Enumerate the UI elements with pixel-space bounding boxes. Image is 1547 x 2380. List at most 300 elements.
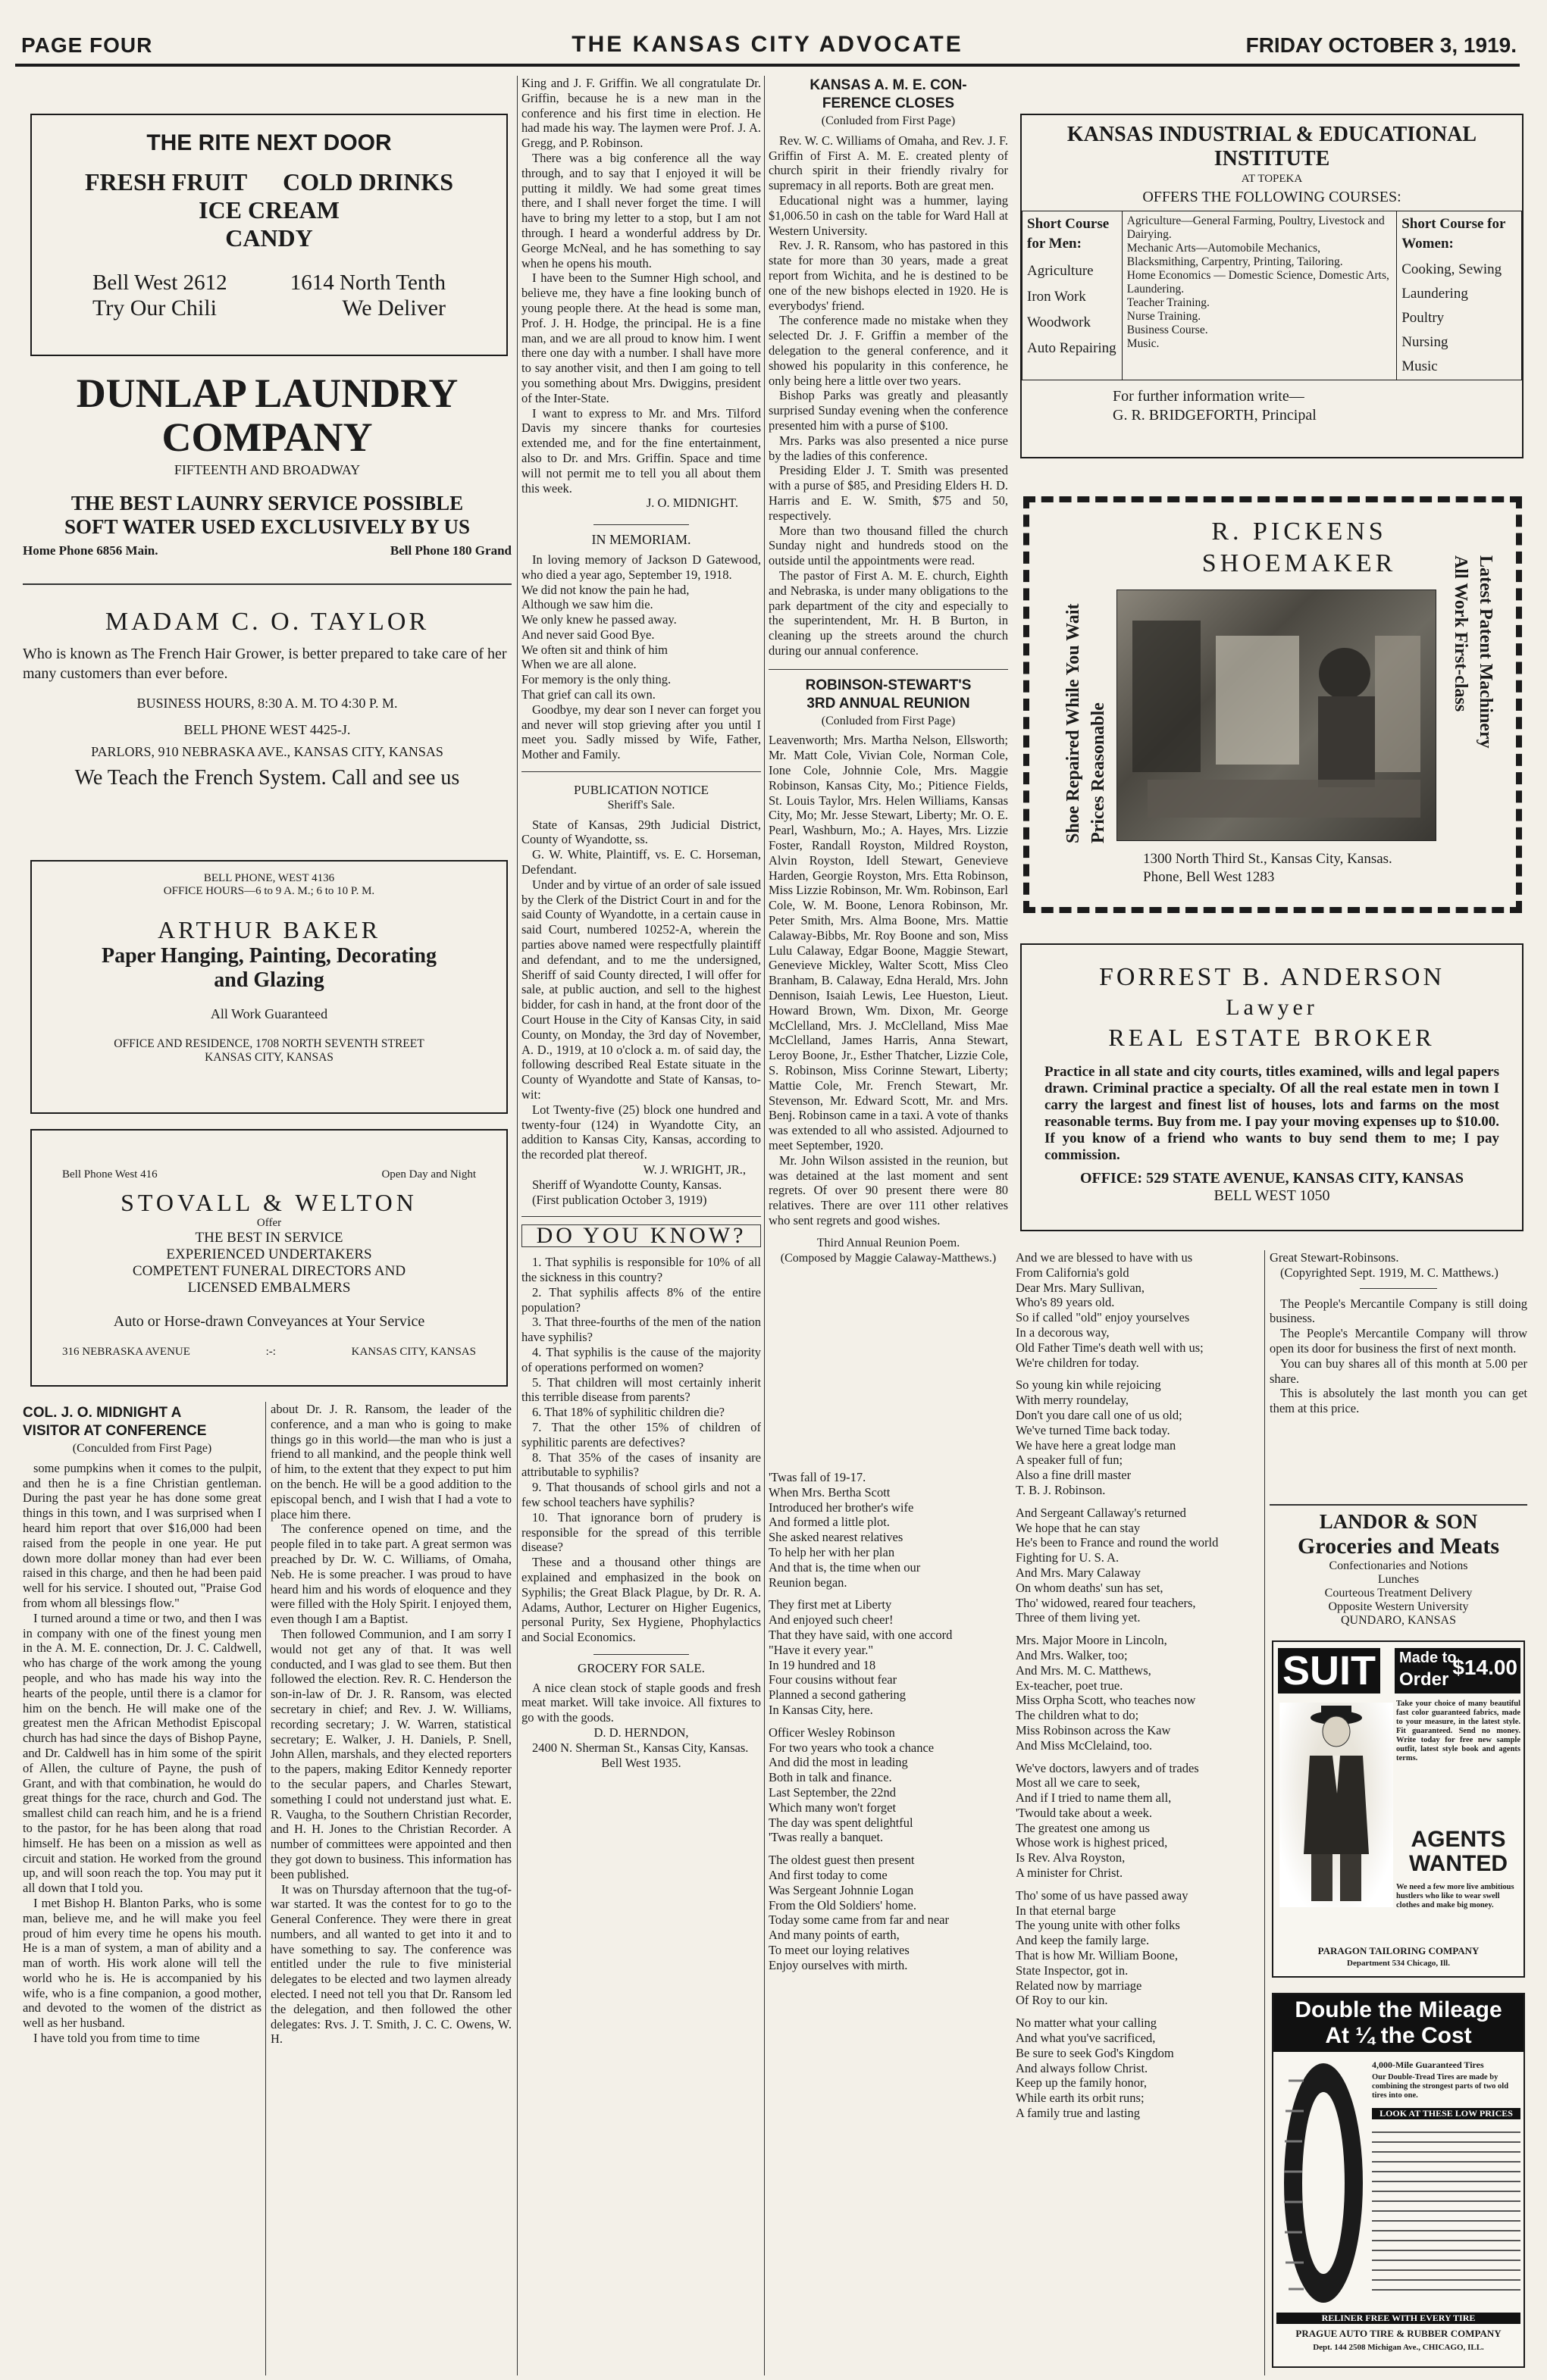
poem-line: And Miss McClelaind, too. — [1016, 1737, 1153, 1753]
paper-title: THE KANSAS CITY ADVOCATE — [572, 32, 963, 57]
inst-info: For further information write— — [1113, 388, 1304, 405]
ame-cont: (Conluded from First Page) — [821, 114, 956, 127]
poem-line: Today some came from far and near — [769, 1912, 949, 1928]
poem-line: And Mrs. Walker, too; — [1016, 1647, 1128, 1662]
paragraph: It was on Thursday afternoon that the tug-of-war started. It was the contest for to go to the General Conference. They were there in great numbers, and all wanted to get into it and to have something to say. The conference was entitled under the rule to five ministerial delegates to be elected and two laymen already elected. I need not tell you that Dr. Ransom led the delegation, and then followed the other delegates: Rvs. J. T. Smith, J. C. C. Owens, W. H. — [271, 1881, 512, 2047]
column-four — [769, 76, 1008, 1265]
poem-line: And keep the family large. — [1016, 1933, 1150, 1948]
know-close: These and a thousand other things are explained and emphasized in the book on Syphilis; the Great Black Plague, by Dr. R. A. Adams, Author, Lecturer on Higher Eugenics, personal Purity, Sex Hygiene, Phophylactics and Social Economics. — [521, 1555, 761, 1645]
tire-icon — [1278, 2058, 1369, 2308]
reunion-cont: (Conluded from First Page) — [821, 714, 956, 727]
tire-prices: LOOK AT THESE LOW PRICES — [1372, 2108, 1520, 2119]
rite-fruit: FRESH FRUIT — [85, 168, 248, 195]
know-item: 6. That 18% of syphilitic children die? — [532, 1405, 725, 1420]
shoemaker-photo — [1116, 590, 1436, 841]
poem-line: Four cousins without fear — [769, 1672, 897, 1687]
paragraph: Leavenworth; Mrs. Martha Nelson, Ellsworth; Mr. Matt Cole, Vivian Cole, Norman Cole, Ione Cole, Johnnie Cole, Mrs. Maggie Robinson, Kansas City, Mo.; Pitience Fields, St. Louis Taylor, Mrs. Helen Williams, Kansas City, Mo; Mr. Jesse Stewart, Liberty; Mr. O. E. Pearl, Washburn, Mo.; A. Hayes, Mrs. Lizzie Foster, Randall Royston, Mildred Royston, Alvin Royston, Idell Stewart, Genevieve Harden, Georgie Royston, Mrs. Etta Robinson, Miss Lizzie Robinson, Mr. Wm. Robinson, Earl Cole, W. M. Boone, Lenora Robinson, Mr. Peter Smith, Mrs. Alma Boone, Mrs. Mattie Calaway-Bibbs, Mr. Roy Boone and son, Miss Lulu Calaway, Edgar Boone, Maggie Stewart, Genevieve Mickley, Walter Scott, Miss Cleo Branham, B. Calaway, Edna Herald, Mrs. John Dennison, Isaiah Lewis, Lee Hueston, Lieut. Howard Brown, Wm. Dixon, Mr. George McClelland, Mrs. J. McClelland, Miss Mae McClelland, James Harris, Anna Stewart, Leroy Boone, Jr., Esther Thatcher, Lizzie Cole, S. Robinson, Miss Corinne Stewart, Liberty; Mattie Cole, Mr. French Stewart, Mr. Stevenson, Mr. Edward Scott, Mr. and Mrs. Benj. Robinson came in a taxi. A vote of thanks was extended to all who assisted. Adjourned to meet September, 1920. — [769, 733, 1008, 1152]
poem-line: The day was spent delightful — [769, 1815, 913, 1830]
poem-line: Don't you dare call one of us old; — [1016, 1407, 1182, 1422]
masthead — [15, 30, 1520, 67]
tire-guarantee: 4,000-Mile Guaranteed Tires — [1372, 2059, 1484, 2070]
poem-line: When Mrs. Bertha Scott — [769, 1484, 891, 1500]
stovall-city: KANSAS CITY, KANSAS — [351, 1346, 476, 1358]
poem-line: We've doctors, lawyers and of trades — [1016, 1760, 1199, 1775]
stovall-name: STOVALL & WELTON — [121, 1189, 418, 1216]
course-line: Business Course. — [1126, 324, 1208, 336]
suit-agents: AGENTS WANTED — [1409, 1827, 1508, 1876]
poem-line: And if I tried to name them all, — [1016, 1790, 1172, 1806]
know-item: 8. That 35% of the cases of insanity are attributable to syphilis? — [521, 1450, 761, 1480]
courses-table — [1022, 211, 1522, 380]
know-item: 7. That the other 15% of children of syphilitic parents are defectives? — [521, 1419, 761, 1450]
poem-line: Miss Orpha Scott, who teaches now — [1016, 1693, 1196, 1708]
taylor-parlors: PARLORS, 910 NEBRASKA AVE., KANSAS CITY, KANSAS — [91, 744, 443, 759]
paragraph: Then followed Communion, and I am sorry I would not get any of that. It was well conducted, and I was glad to see them. But then followed the election. Rev. R. C. Henderson the son-in-law of Dr. J. R. Ransom, was elected secretary in chief; and Rev. J. W. Williams, recording secretary; J. W. Warren, statistical secretary; E. Walker, J. H. Daniels, P. Snell, John Allen, marshals, and they elected reporters to the papers, making Editor Kennedy reporter to the secular papers, and Charles Stewart, something I could not understand just what. E. R. Vaugha, to the Southern Christian Recorder, and H. H. Jones to the Christian Recorder. A number of committees were appointed and then they got down to business. This information has been published. — [271, 1626, 512, 1881]
suit-ad — [1272, 1640, 1525, 1978]
dunlap-bell-phone: Bell Phone 180 Grand — [390, 543, 512, 558]
men-course: Agriculture — [1027, 263, 1094, 279]
inst-at: AT TOPEKA — [1241, 173, 1303, 185]
course-line: Teacher Training. — [1126, 296, 1210, 309]
reunion-headline2: 3RD ANNUAL REUNION — [806, 695, 970, 711]
poem-line: A minister for Christ. — [1016, 1866, 1123, 1881]
paragraph: Lot Twenty-five (25) block one hundred and twenty-four (124) in Wyandotte City, an addition to Kansas City, Kansas, according to the recorded plat thereof. — [521, 1102, 761, 1162]
rite-title: THE RITE NEXT DOOR — [146, 130, 392, 155]
suit-dept: Department 534 Chicago, Ill. — [1347, 1959, 1450, 1968]
poem-line: Introduced her brother's wife — [769, 1500, 914, 1515]
grocery-name: D. D. HERNDON, — [593, 1725, 689, 1740]
poem-line: For two years who took a chance — [769, 1740, 935, 1755]
poem-line: We have here a great lodge man — [1016, 1437, 1176, 1453]
dunlap-name2: COMPANY — [161, 414, 373, 460]
baker-hours: OFFICE HOURS—6 to 9 A. M.; 6 to 10 P. M. — [163, 885, 375, 897]
inst-offers: OFFERS THE FOLLOWING COURSES: — [1142, 189, 1401, 205]
pickens-trade: SHOEMAKER — [1201, 549, 1397, 577]
know-item: 9. That thousands of school girls and not a few school teachers have syphilis? — [521, 1480, 761, 1509]
poem-line: Which many won't forget — [769, 1800, 897, 1815]
verse-line: For memory is the only thing. — [521, 672, 672, 687]
pickens-left-v1: Shoe Repaired While You Wait — [1063, 603, 1083, 843]
paragraph: The pastor of First A. M. E. church, Eighth and Nebraska, is under many obligations to the park department of the city and especially to the superintendent, Mr. H. B Burton, in cleaning up the streets around the church during our annual conference. — [769, 568, 1008, 658]
page-number: PAGE FOUR — [21, 33, 153, 57]
dunlap-line1: THE BEST LAUNRY SERVICE POSSIBLE — [70, 492, 464, 514]
pickens-right-v2: Latest Patent Machinery — [1476, 555, 1495, 749]
reunion-headline1: ROBINSON-STEWART'S — [805, 677, 972, 693]
pickens-name: R. PICKENS — [1211, 518, 1387, 546]
paragraph: More than two thousand filled the church Sunday night and hundreds stood on the outside until the appointments were read. — [769, 523, 1008, 568]
poem-line — [1016, 1625, 1260, 1633]
poem-line: And formed a little plot. — [769, 1515, 890, 1530]
dunlap-line2: SOFT WATER USED EXCLUSIVELY BY US — [64, 515, 470, 538]
poem-column-a — [769, 1470, 1008, 2375]
rite-candy: CANDY — [225, 224, 313, 252]
poem-line: And did the most in leading — [769, 1755, 908, 1770]
course-line: Home Economics — Domestic Science, Domestic Arts, Laundering. — [1126, 269, 1389, 296]
midnight-cont: (Conculded from First Page) — [72, 1442, 212, 1455]
anderson-lawyer: Lawyer — [1226, 995, 1318, 1020]
mercantile-lead: Great Stewart-Robinsons. — [1270, 1250, 1399, 1265]
men-course: Auto Repairing — [1027, 340, 1116, 356]
poem-line: To meet our loying relatives — [769, 1942, 910, 1957]
stovall-welton-ad — [30, 1129, 508, 1387]
poem-line: And enjoyed such cheer! — [769, 1612, 894, 1628]
know-item: 1. That syphilis is responsible for 10% of all the sickness in this country? — [521, 1255, 761, 1284]
poem-line: T. B. J. Robinson. — [1016, 1482, 1106, 1497]
poem-line: We're children for today. — [1016, 1355, 1139, 1370]
stovall-auto: Auto or Horse-drawn Conveyances at Your Service — [113, 1313, 425, 1330]
workshop-illustration — [1117, 590, 1436, 840]
poem-line — [769, 1590, 1008, 1597]
poem-line: Last September, the 22nd — [769, 1784, 896, 1800]
poem-line: Enjoy ourselves with mirth. — [769, 1957, 908, 1972]
poem-line: Fighting for U. S. A. — [1016, 1550, 1120, 1565]
anderson-text: Practice in all state and city courts, titles examined, wills and legal papers drawn. Criminal practice a specialty. Of all the real estate men in town I carry the largest and finest list of houses, lots and farms on the most reasonable terms. Buy from me. I pay your moving expenses up to $10.00. If you know of a friend who wants to buy send them to me; I pay commission. — [1044, 1064, 1499, 1163]
paragraph: The People's Mercantile Company is still doing business. — [1270, 1296, 1527, 1326]
mercantile-copyright: (Copyrighted Sept. 1919, M. C. Matthews.) — [1280, 1265, 1498, 1280]
taylor-hours: BUSINESS HOURS, 8:30 A. M. TO 4:30 P. M. — [136, 696, 398, 711]
poem-line: So if called "old" enjoy yourselves — [1016, 1310, 1190, 1325]
taylor-name: MADAM C. O. TAYLOR — [105, 608, 430, 636]
paragraph: some pumpkins when it comes to the pulpit, and then he is a fine Christian gentleman. During the past year he has done some great things in this town, and I was surprised when I heard him report that over $16,000 had been raised from the people in one year. He put down more dollar money than had ever been raised in this charge, and then he had been paid well for his service. I shouted out, "Praise God from whom all blessings flow." — [23, 1460, 261, 1610]
reunion-poem-author: (Composed by Maggie Calaway-Matthews.) — [780, 1251, 997, 1265]
paragraph: I have been to the Sumner High school, and believe me, they have a fine looking bunch of young people there. At the head is some man, Prof. J. H. Hodge, the principal. He is a fine man, and we are all proud to know him. I went there one day with a number. I shall have more to say another visit, and then I am going to tell you something about Mrs. Dwiggins, president of the Inter-State. — [521, 271, 761, 405]
poem-line: Also a fine drill master — [1016, 1468, 1132, 1483]
suit-order: Order — [1399, 1669, 1449, 1690]
inst-principal: G. R. BRIDGEFORTH, Principal — [1113, 407, 1317, 424]
women-course: Poultry — [1401, 310, 1445, 326]
rite-deliver: We Deliver — [342, 296, 446, 321]
baker-ad — [30, 860, 508, 1114]
poem-line: He's been to France and round the world — [1016, 1535, 1219, 1550]
course-line: Music. — [1126, 337, 1160, 350]
column-three — [521, 76, 761, 2375]
paragraph: I turned around a time or two, and then I was in company with one of the finest young men in the A. M. E. connection, Dr. J. C. Caldwell, who has charge of the work among the young people, and who has made his way into the hearts of the people, until there is a clamor for him on the bench. He will make one of the greatest men the African Methodist Episcopal church has had since the days of Bishop Payne, and Dr. Caldwell has in him some of the spirit of Allen, the culture of Payne, the push of Grant, and with that combination, he would do great things for the race, church and God. The smallest child can reach him, and he is a friend to the pastor, for he has been along that road himself. He has been on a mission as well as circuit and station. He worked from the ground up, and will soon reach the top. You may put it all down that I told you. — [23, 1610, 261, 1896]
pickens-left-v2: Prices Reasonable — [1088, 702, 1108, 843]
tire-ad — [1272, 1993, 1525, 2368]
poem-line: In 19 hundred and 18 — [769, 1657, 876, 1672]
poem-line: Miss Robinson across the Kaw — [1016, 1722, 1171, 1737]
verse-line: We did not know the pain he had, — [521, 582, 690, 597]
stovall-l2: EXPERIENCED UNDERTAKERS — [166, 1246, 372, 1262]
verse-line: When we are all alone. — [521, 657, 637, 672]
anderson-phone: BELL WEST 1050 — [1213, 1187, 1330, 1204]
know-item: 2. That syphilis affects 8% of the entire population? — [521, 1284, 761, 1315]
landor-l1: Confectionaries and Notions — [1329, 1559, 1468, 1572]
suit-desc: Take your choice of many beautiful fast color guaranteed fabrics, made to your measure, in the latest style. Fit guaranteed. Send no money. Write today for free new sample outfit, latest style book and agents terms. — [1396, 1700, 1520, 1762]
paragraph: Under and by virtue of an order of sale issued by the Clerk of the District Court in and for the said County of Wyandotte, in a certain cause in said Court, numbered 10252-A, wherein the parties above named were respectfully plaintiff and defendant, and to me the undersigned, Sheriff of said County directed, I will offer for sale, at public auction, and sell to the highest bidder, for cash in hand, at the front door of the Court House in the City of Kansas City, in said County, on Monday, the 3rd day of November, A. D., 1919, at 10 o'clock a. m. of said day, the following described Real Estate situate in the County of Wyandotte and State of Kansas, to-wit: — [521, 877, 761, 1102]
women-course: Music — [1401, 358, 1438, 374]
midnight-headline2: VISITOR AT CONFERENCE — [23, 1423, 207, 1439]
poem-line: Related now by marriage — [1016, 1978, 1142, 1993]
baker-city: KANSAS CITY, KANSAS — [205, 1051, 334, 1064]
paragraph: Presiding Elder J. T. Smith was presented with a purse of $85, and Presiding Elders H. D. Harris and E. W. Smith, $75 and 50, respectively. — [769, 463, 1008, 523]
rite-drinks: COLD DRINKS — [283, 168, 453, 195]
midnight-signature: J. O. MIDNIGHT. — [646, 496, 738, 511]
know-title: DO YOU KNOW? — [521, 1224, 761, 1247]
tire-head2: At ¼ the Cost — [1325, 2023, 1472, 2048]
poem-line: And Mrs. Mary Calaway — [1016, 1565, 1141, 1580]
midnight-article-col2 — [271, 1402, 512, 2375]
baker-name: ARTHUR BAKER — [157, 916, 381, 943]
landor-l3: Courteous Treatment Delivery — [1324, 1587, 1473, 1600]
poem-line: Be sure to seek God's Kingdom — [1016, 2045, 1174, 2060]
poem-line: The young unite with other folks — [1016, 1918, 1180, 1933]
paragraph: You can buy shares all of this month at 5.00 per share. — [1270, 1356, 1527, 1386]
memoriam-verse — [521, 583, 761, 702]
baker-guarantee: All Work Guaranteed — [210, 1006, 328, 1021]
taylor-phone: BELL PHONE WEST 4425-J. — [183, 722, 351, 737]
paragraph: There was a big conference all the way through, and to say that I enjoyed it will be putting it mildly. We had some great times there, and I shall never forget the time. I will have to bring my letter to a stop, but I am not through. I heard a wonderful address by Dr. George McNeal, and he has something to say when he opens his mouth. — [521, 150, 761, 271]
inst-title1: KANSAS INDUSTRIAL & EDUCATIONAL — [1066, 123, 1477, 146]
paragraph: This is absolutely the last month you can get them at this price. — [1270, 1386, 1527, 1416]
poem-line: In a decorous way, — [1016, 1324, 1110, 1340]
landor-son-ad — [1270, 1504, 1527, 1637]
memoriam-close: Goodbye, my dear son I never can forget you and never will stop grieving after you until I meet you. Sadly missed by Wife, Father, Mother and Family. — [521, 702, 761, 762]
paragraph: Rev. W. C. Williams of Omaha, and Rev. J. F. Griffin of First A. M. E. created plenty of church spirit in their friendly rivalry for supremacy in all reports. Both are great men. — [769, 133, 1008, 193]
course-line: Mechanic Arts—Automobile Mechanics, Blacksmithing, Carpentry, Printing, Tailoring. — [1126, 242, 1343, 268]
inst-title2: INSTITUTE — [1213, 147, 1330, 170]
stovall-open: Open Day and Night — [381, 1168, 476, 1181]
poem-line: That is how Mr. William Boone, — [1016, 1948, 1178, 1963]
notice-subtitle: Sheriff's Sale. — [607, 798, 675, 812]
poem-line: The oldest guest then present — [769, 1853, 915, 1868]
poem-line: In that eternal barge — [1016, 1903, 1116, 1918]
poem-line — [769, 1845, 1008, 1853]
paragraph: I have told you from time to time — [33, 2031, 200, 2046]
paragraph: The People's Mercantile Company will throw open its door for business the first of next month. — [1270, 1326, 1527, 1356]
mercantile-column — [1270, 1250, 1527, 1500]
baker-line2: and Glazing — [214, 968, 324, 992]
women-course: Nursing — [1401, 334, 1448, 350]
poem-line: 'Twas really a banquet. — [769, 1830, 884, 1845]
taylor-ad — [23, 599, 512, 849]
poem-line: And first today to come — [769, 1867, 888, 1882]
poem-line: Mrs. Major Moore in Lincoln, — [1016, 1633, 1167, 1648]
kansas-institute-ad — [1020, 114, 1524, 458]
dunlap-address: FIFTEENTH AND BROADWAY — [174, 462, 361, 477]
poem-line: Was Sergeant Johnnie Logan — [769, 1882, 914, 1897]
men-course: Woodwork — [1027, 314, 1091, 330]
poem-line: Who's 89 years old. — [1016, 1295, 1115, 1310]
paragraph: The conference made no mistake when they selected Dr. J. F. Griffin a member of the delegation to the general conference, and it showed his popularity in this conference, he only being here a little over two years. — [769, 313, 1008, 388]
anderson-broker: REAL ESTATE BROKER — [1108, 1024, 1436, 1051]
memoriam-intro: In loving memory of Jackson D Gatewood, who died a year ago, September 19, 1918. — [521, 552, 761, 582]
poem-line: To help her with her plan — [769, 1544, 895, 1559]
taylor-slogan: We Teach the French System. Call and see us — [74, 766, 460, 790]
paragraph: G. W. White, Plaintiff, vs. E. C. Horseman, Defendant. — [521, 847, 761, 877]
course-line: Agriculture—General Farming, Poultry, Livestock and Dairying. — [1126, 214, 1385, 241]
pickens-address: 1300 North Third St., Kansas City, Kansas. — [1143, 851, 1392, 867]
paragraph: Educational night was a hummer, laying $1,006.50 in cash on the table for Ward Hall at Western University. — [769, 192, 1008, 238]
poem-line: Keep up the family honor, — [1016, 2075, 1148, 2091]
poem-line: We hope that he can stay — [1016, 1520, 1141, 1535]
baker-line1: Paper Hanging, Painting, Decorating — [101, 944, 437, 968]
rite-address: 1614 North Tenth — [290, 271, 446, 295]
pickens-phone: Phone, Bell West 1283 — [1143, 869, 1275, 885]
poem-line: Is Rev. Alva Royston, — [1016, 1850, 1126, 1866]
notice-first-pub: (First publication October 3, 1919) — [532, 1192, 707, 1207]
anderson-office: OFFICE: 529 STATE AVENUE, KANSAS CITY, KANSAS — [1079, 1170, 1464, 1187]
poem-line: In Kansas City, here. — [769, 1702, 873, 1717]
tire-footer3: Dept. 144 2508 Michigan Ave., CHICAGO, ILL. — [1313, 2343, 1484, 2352]
stovall-sep: :-: — [265, 1346, 276, 1358]
tire-footer2: PRAGUE AUTO TIRE & RUBBER COMPANY — [1295, 2328, 1502, 2339]
ame-headline2: FERENCE CLOSES — [822, 95, 955, 111]
poem-line: "Have it every year." — [769, 1642, 874, 1657]
poem-line: And always follow Christ. — [1016, 2060, 1148, 2075]
verse-line: Although we saw him die. — [521, 597, 653, 612]
stovall-addr: 316 NEBRASKA AVENUE — [62, 1346, 190, 1358]
women-head: Short Course for Women: — [1401, 216, 1506, 252]
women-course: Cooking, Sewing — [1401, 261, 1502, 277]
poem-line: While earth its orbit runs; — [1016, 2091, 1145, 2106]
taylor-desc: Who is known as The French Hair Grower, is better prepared to take care of her many customers than ever before. — [23, 646, 507, 682]
stovall-l1: THE BEST IN SERVICE — [195, 1230, 343, 1246]
poem-line: And what you've sacrificed, — [1016, 2031, 1156, 2046]
poem-line — [1016, 1498, 1260, 1506]
poem-line: We've turned Time back today. — [1016, 1422, 1170, 1437]
verse-line: That grief can call its own. — [521, 687, 656, 702]
paragraph: The conference opened on time, and the people filed in to take part. A great sermon was preached by Dr. W. C. Williams, of Omaha, Neb. He is some preacher. I was proud to have heard him and his words of eloquence and they were filled with the Holy Spirit. I enjoyed them, even though I am a Baptist. — [271, 1522, 512, 1627]
stovall-l3: COMPETENT FUNERAL DIRECTORS AND — [132, 1263, 406, 1279]
verse-line: We often sit and think of him — [521, 642, 668, 657]
poem-line: With merry roundelay, — [1016, 1393, 1129, 1408]
tire-price-grid — [1372, 2123, 1520, 2297]
dunlap-home-phone: Home Phone 6856 Main. — [23, 543, 158, 558]
poem-line: Three of them living yet. — [1016, 1610, 1141, 1625]
poem-line: Most all we care to seek, — [1016, 1775, 1141, 1790]
ame-headline1: KANSAS A. M. E. CON- — [810, 77, 967, 93]
poem-line: 'Twould take about a week. — [1016, 1805, 1153, 1820]
stovall-phone: Bell Phone West 416 — [62, 1168, 158, 1181]
rite-phone: Bell West 2612 — [92, 271, 227, 295]
landor-l2: Lunches — [1377, 1573, 1420, 1586]
tire-footer1: RELINER FREE WITH EVERY TIRE — [1276, 2313, 1520, 2324]
poem-line: State Inspector, got in. — [1016, 1962, 1129, 1978]
poem-line: Of Roy to our kin. — [1016, 1993, 1108, 2008]
paragraph: Bishop Parks was greatly and pleasantly surprised Sunday evening when the conference presented him with a purse of $100. — [769, 388, 1008, 433]
dunlap-laundry-ad — [23, 371, 512, 568]
baker-phone: BELL PHONE, WEST 4136 — [203, 872, 335, 884]
issue-date: FRIDAY OCTOBER 3, 1919. — [1245, 33, 1517, 57]
suit-price: $14.00 — [1452, 1656, 1517, 1679]
poem-line: Reunion began. — [769, 1575, 847, 1590]
dunlap-name1: DUNLAP LAUNDRY — [76, 371, 459, 416]
tire-head1: Double the Mileage — [1295, 1997, 1502, 2022]
paragraph: I want to express to Mr. and Mrs. Tilford Davis my sincere thanks for courtesies extended me, and for the fine entertainment, also to Dr. and Mrs. Griffin. Space and time will not permit me to tell you all about them this week. — [521, 405, 761, 496]
rite-next-door-ad — [30, 114, 508, 356]
poem-line: The children what to do; — [1016, 1708, 1139, 1723]
course-line: Nurse Training. — [1126, 310, 1201, 323]
grocery-text: A nice clean stock of staple goods and fresh meat market. Will take invoice. All fixtures to go with the goods. — [521, 1680, 761, 1725]
rite-cream: ICE CREAM — [199, 196, 340, 224]
poem-line: And we are blessed to have with us — [1016, 1250, 1193, 1265]
poem-line: And Sergeant Callaway's returned — [1016, 1505, 1186, 1520]
know-item: 10. That ignorance born of prudery is responsible for the spread of this terrible disease? — [521, 1509, 761, 1555]
know-item: 5. That children will most certainly inherit this terrible disease from parents? — [521, 1375, 761, 1405]
stovall-offer: Offer — [256, 1217, 282, 1229]
poem-line: Dear Mrs. Mary Sullivan, — [1016, 1280, 1145, 1295]
poem-line — [1016, 1753, 1260, 1761]
midnight-headline1: COL. J. O. MIDNIGHT A — [23, 1405, 182, 1421]
pickens-right-v1: All Work First-class — [1451, 555, 1470, 712]
poem-line: Whose work is highest priced, — [1016, 1835, 1168, 1850]
memoriam-title: IN MEMORIAM. — [591, 532, 691, 548]
baker-office: OFFICE AND RESIDENCE, 1708 NORTH SEVENTH STREET — [114, 1037, 424, 1050]
paragraph: I met Bishop H. Blanton Parks, who is some man, believe me, and he will make you feel proud of him every time he opens his mouth. He is a man of system, a man of ability and a man of worth. His work alone will tell the world who he is. He is accompanied by his wife, who is a fine companion, a good mother, and devoted to the women of the district as well as her husband. — [23, 1895, 261, 2031]
landor-l4: Opposite Western University — [1328, 1600, 1469, 1613]
poem-line: And many points of earth, — [769, 1928, 900, 1943]
grocery-title: GROCERY FOR SALE. — [578, 1660, 705, 1675]
verse-line: And never said Good Bye. — [521, 627, 655, 642]
tailor-figure — [1279, 1703, 1393, 1907]
landor-name: LANDOR & SON — [1319, 1510, 1478, 1533]
paragraph: Rev. J. R. Ransom, who has pastored in this state for more than 30 years, made a great report from Wichita, and he is destined to be one of the new bishops elected in 1920. He is everybodys' friend. — [769, 238, 1008, 313]
poem-line: From the Old Soldiers' home. — [769, 1897, 917, 1912]
suit-word: SUIT — [1278, 1648, 1380, 1694]
man-in-suit-icon — [1279, 1703, 1393, 1907]
poem-line: From California's gold — [1016, 1265, 1129, 1280]
paragraph: Mr. John Wilson assisted in the reunion, but was detained at the last moment and sent regrets. Of over 90 present there were 80 relatives. There are over 111 other relatives who sent regrets and good wishes. — [769, 1152, 1008, 1228]
poem-line: Ex-teacher, poet true. — [1016, 1678, 1123, 1693]
paragraph: King and J. F. Griffin. We all congratulate Dr. Griffin, because he is a new man in the conference and his first time in election. He had made his way. The laymen were Prof. J. A. Gregg, and P. Robinson. — [521, 76, 761, 151]
paragraph: Mrs. Parks was also presented a nice purse by the ladies of this conference. — [769, 433, 1008, 463]
poem-line — [1016, 1370, 1260, 1378]
poem-line: A speaker full of fun; — [1016, 1453, 1123, 1468]
poem-line: And that is, the time when our — [769, 1559, 921, 1575]
women-course: Laundering — [1401, 286, 1468, 302]
notice-title: PUBLICATION NOTICE — [573, 783, 709, 798]
poem-line: Both in talk and finance. — [769, 1770, 892, 1785]
stovall-l4: LICENSED EMBALMERS — [187, 1280, 351, 1296]
landor-l5: QUNDARO, KANSAS — [1340, 1614, 1456, 1627]
anderson-name: FORREST B. ANDERSON — [1098, 963, 1445, 991]
know-item: 4. That syphilis is the cause of the majority of operations performed on women? — [521, 1344, 761, 1375]
poem-line: So young kin while rejoicing — [1016, 1378, 1161, 1393]
poem-line: No matter what your calling — [1016, 2016, 1157, 2031]
suit-company: PARAGON TAILORING COMPANY — [1317, 1945, 1480, 1956]
poem-line: She asked nearest relatives — [769, 1530, 903, 1545]
poem-line: That they have said, with one accord — [769, 1627, 953, 1642]
know-item: 3. That three-fourths of the men of the nation have syphilis? — [521, 1315, 761, 1345]
tire-desc: Our Double-Tread Tires are made by combining the strongest parts of two old tires into one. — [1372, 2073, 1509, 2100]
poem-line: 'Twas fall of 19-17. — [769, 1470, 866, 1484]
paragraph: State of Kansas, 29th Judicial District, County of Wyandotte, ss. — [521, 817, 761, 847]
pickens-shoemaker-ad — [1023, 496, 1522, 913]
poem-column-b — [1016, 1250, 1260, 2375]
poem-line — [769, 1718, 1008, 1725]
poem-line: And Mrs. M. C. Matthews, — [1016, 1662, 1151, 1678]
men-head: Short Course for Men: — [1027, 216, 1110, 252]
poem-line: Old Father Time's death well with us; — [1016, 1340, 1204, 1355]
midnight-article-col1 — [23, 1402, 261, 2375]
verse-line: We only knew he passed away. — [521, 612, 677, 627]
poem-line: They first met at Liberty — [769, 1597, 892, 1612]
poem-line: Officer Wesley Robinson — [769, 1725, 895, 1740]
poem-line: The greatest one among us — [1016, 1820, 1150, 1835]
suit-made: Made to — [1399, 1650, 1457, 1666]
grocery-phone: Bell West 1935. — [601, 1755, 681, 1770]
poem-line: Planned a second gathering — [769, 1687, 906, 1703]
poem-line: Tho' widowed, reared four teachers, — [1016, 1595, 1196, 1610]
anderson-ad — [1020, 943, 1524, 1231]
poem-line: A family true and lasting — [1016, 2106, 1141, 2121]
poem-line — [1016, 1881, 1260, 1888]
reunion-poem-title: Third Annual Reunion Poem. — [816, 1236, 960, 1249]
notice-signer-title: Sheriff of Wyandotte County, Kansas. — [532, 1177, 722, 1192]
poem-line: Tho' some of us have passed away — [1016, 1887, 1188, 1903]
poem-line — [1016, 2008, 1260, 2016]
